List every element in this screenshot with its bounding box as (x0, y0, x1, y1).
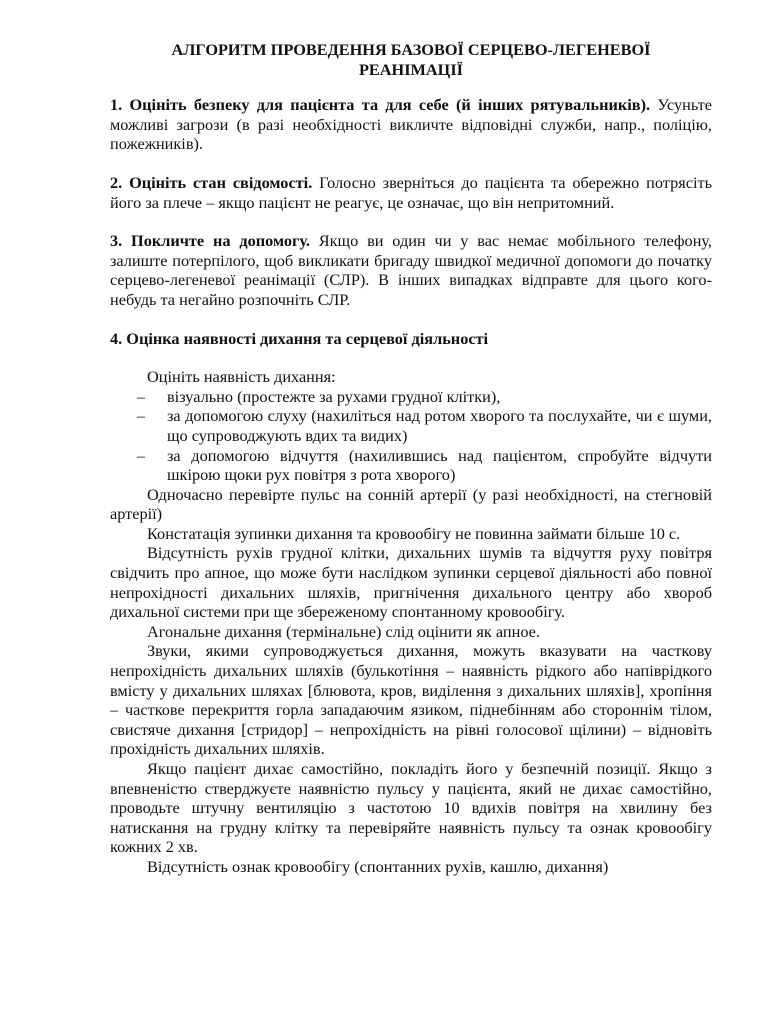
list-item: – за допомогою відчуття (нахилившись над пацієнтом, спробуйте відчути шкірою щоки рух повітря з рота хворого) (137, 445, 712, 485)
paragraph: Одночасно перевірте пульс на сонній артерії (у разі необхідності, на стегновій артерії) (110, 484, 712, 524)
paragraph: Звуки, якими супроводжується дихання, можуть вказувати на часткову непрохідність дихальних шляхів (булькотіння – наявність рідкого або напіврідкого вмісту у дихальних шляхах [блювота, кров, виділення з дихальних шляхів], хропіння – часткове перекриття горла западаючим язиком, піднебінням або стороннім тілом, свистяче дихання [стридор] – непрохідність на рівні голосової щілини) – відновіть прохідність дихальних шляхів. (110, 641, 712, 759)
step-2-text: Голосно зверніться до пацієнта та обережно потрясіть його за плече – якщо пацієнт не реагує, це означає, що він непритомний. (110, 172, 713, 212)
page-title: АЛГОРИТМ ПРОВЕДЕННЯ БАЗОВОЇ СЕРЦЕВО-ЛЕГЕНЕВОЇ РЕАНІМАЦІЇ (171, 40, 651, 79)
step-2-lead: 2. Оцініть стан свідомості. (110, 172, 313, 192)
paragraph: Відсутність ознак кровообігу (спонтанних рухів, кашлю, дихання) (147, 856, 609, 876)
step-4-heading: 4. Оцінка наявності дихання та серцевої діяльності (110, 328, 489, 348)
paragraph: Якщо пацієнт дихає самостійно, покладіть його у безпечній позиції. Якщо з впевненістю стверджуєте наявністю пульсу у пацієнта, який не дихає самостійно, проводьте штучну вентиляцію з частотою 10 вдихів повітря на хвилину без натискання на грудну клітку та перевіряйте наявність пульсу та ознак кровообігу кожних 2 хв. (110, 759, 712, 857)
dash-marker: – (137, 386, 146, 406)
list-item: – за допомогою слуху (нахиліться над ротом хворого та послухайте, чи є шуми, що супроводжують вдих та видих) (137, 406, 712, 445)
step-3 (110, 231, 712, 309)
paragraph: Відсутність рухів грудної клітки, дихальних шумів та відчуття руху повітря свідчить про апное, що може бути наслідком зупинки серцевої діяльності або повної непрохідності дихальних шляхів, пригнічення дихального центру або хвороб дихальної системи при ще збереженому спонтанному кровообігу. (110, 543, 712, 622)
dash-marker: – (137, 406, 146, 426)
paragraph: Агональне дихання (термінальне) слід оцінити як апное. (147, 621, 540, 641)
breathing-check-list (110, 387, 712, 485)
breathing-intro: Оцініть наявність дихання: (147, 367, 336, 387)
step-1-lead: 1. Оцініть безпеку для пацієнта та для себе (й інших рятувальників). (110, 95, 651, 115)
step-1-text: Усуньте можливі загрози (в разі необхідності викличте відповідні служби, напр., поліцію, пожежників). (110, 95, 713, 154)
step-1 (110, 95, 712, 154)
step-3-lead: 3. Покличте на допомогу. (110, 231, 310, 251)
paragraph: Констатація зупинки дихання та кровообігу не повинна займати більше 10 с. (147, 523, 681, 543)
list-item: – візуально (простежте за рухами грудної клітки), (137, 386, 501, 406)
step-3-text: Якщо ви один чи у вас немає мобільного телефону, залиште потерпілого, щоб викликати бригаду швидкої медичної допомоги до початку серцево-легеневої реанімації (СЛР). В інших випадках відправте для цього кого-небудь та негайно розпочніть СЛР. (110, 231, 712, 309)
step-2 (110, 173, 712, 212)
dash-marker: – (137, 445, 146, 465)
